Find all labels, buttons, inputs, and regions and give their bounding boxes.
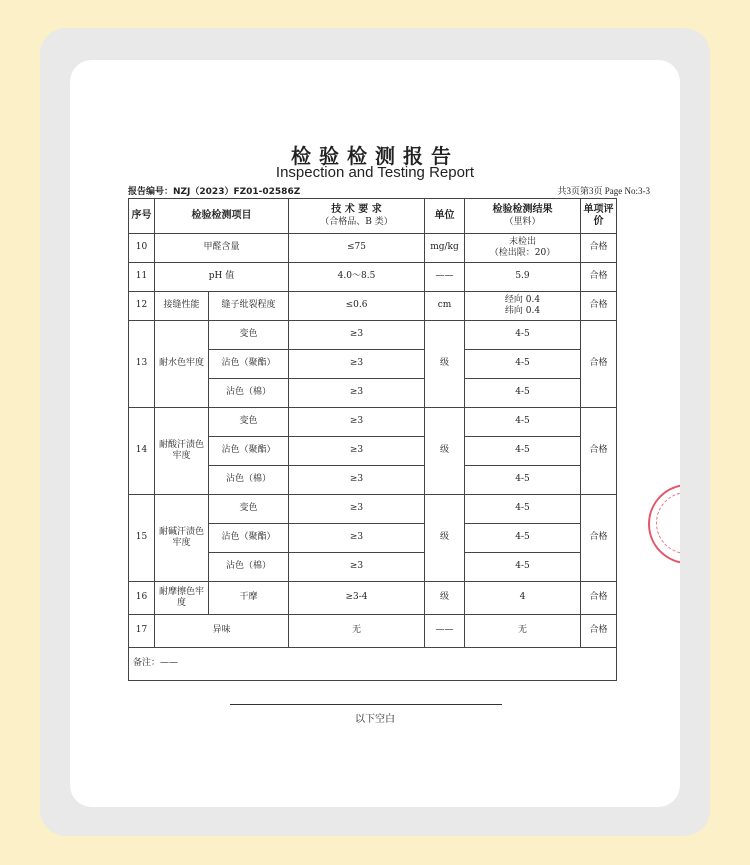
row-number: 13: [129, 321, 155, 408]
row-evaluation: 合格: [581, 292, 617, 321]
table-row: [129, 582, 617, 615]
row-requirement: 4.0～8.5: [289, 263, 425, 292]
row-result: 4-5: [465, 379, 581, 408]
row-result: 4-5: [465, 437, 581, 466]
row-evaluation: 合格: [581, 321, 617, 408]
header-req-sub: （合格品、B 类）: [320, 216, 393, 227]
row-result: 4-5: [465, 350, 581, 379]
row-item: 沾色（棉）: [209, 553, 289, 582]
report-title-en: Inspection and Testing Report: [275, 164, 475, 181]
row-requirement: ≥3: [289, 437, 425, 466]
row-item: 异味: [155, 615, 289, 648]
row-unit: 级: [425, 582, 465, 615]
official-seal-stamp: [648, 484, 680, 564]
row-group: 耐碱汗渍色牢度: [155, 495, 209, 582]
end-of-report-text: 以下空白: [355, 714, 395, 725]
header-eval: 单项评价: [581, 199, 617, 234]
row-group: 耐酸汗渍色牢度: [155, 408, 209, 495]
row-requirement: ≥3-4: [289, 582, 425, 615]
row-requirement: ≥3: [289, 321, 425, 350]
row-result-weft: 纬向 0.4: [504, 306, 541, 316]
row-item: 变色: [209, 408, 289, 437]
row-result: 4-5: [465, 553, 581, 582]
table-row: [129, 408, 617, 437]
row-unit: ——: [425, 615, 465, 648]
row-requirement: ≥3: [289, 553, 425, 582]
row-item: 变色: [209, 495, 289, 524]
row-evaluation: 合格: [581, 615, 617, 648]
table-header-row: [129, 199, 617, 234]
row-number: 15: [129, 495, 155, 582]
row-requirement: ≥3: [289, 408, 425, 437]
page-info: 共3页第3页 Page No:3-3: [557, 186, 650, 196]
row-item: 沾色（聚酯）: [209, 437, 289, 466]
row-result: 5.9: [465, 263, 581, 292]
row-item: 沾色（棉）: [209, 379, 289, 408]
header-result: [465, 199, 581, 234]
row-result-note: （检出限：20）: [489, 248, 556, 258]
row-unit: 级: [425, 321, 465, 408]
report-title-cn: 检验检测报告: [291, 144, 459, 168]
row-number: 10: [129, 234, 155, 263]
header-result-label: 检验检测结果: [492, 204, 553, 216]
row-result: 无: [465, 615, 581, 648]
header-seq: 序号: [129, 199, 155, 234]
row-group: 耐水色牢度: [155, 321, 209, 408]
row-item: 缝子纰裂程度: [209, 292, 289, 321]
row-requirement: ≤75: [289, 234, 425, 263]
seal-inner-ring: [656, 492, 680, 554]
results-table: [128, 198, 617, 681]
row-evaluation: 合格: [581, 582, 617, 615]
row-item: 干摩: [209, 582, 289, 615]
row-result: 4-5: [465, 495, 581, 524]
row-result: 4-5: [465, 524, 581, 553]
table-row: [129, 292, 617, 321]
row-evaluation: 合格: [581, 408, 617, 495]
header-item: 检验检测项目: [155, 199, 289, 234]
row-result: [465, 234, 581, 263]
end-divider: [230, 704, 502, 705]
row-requirement: ≥3: [289, 379, 425, 408]
row-group: 耐摩擦色牢度: [155, 582, 209, 615]
report-page: [70, 60, 680, 807]
row-unit: mg/kg: [425, 234, 465, 263]
header-requirement: [289, 199, 425, 234]
row-result: 4-5: [465, 321, 581, 350]
row-result: 4: [465, 582, 581, 615]
row-unit: ——: [425, 263, 465, 292]
row-evaluation: 合格: [581, 495, 617, 582]
row-item: 甲醛含量: [155, 234, 289, 263]
row-number: 16: [129, 582, 155, 615]
row-result-value: 未检出: [508, 236, 536, 247]
row-requirement: ≥3: [289, 466, 425, 495]
row-number: 17: [129, 615, 155, 648]
table-row: [129, 615, 617, 648]
table-row: [129, 495, 617, 524]
row-item: pH 值: [155, 263, 289, 292]
header-unit: 单位: [425, 199, 465, 234]
row-requirement: ≥3: [289, 495, 425, 524]
table-row: [129, 321, 617, 350]
header-result-sub: （里料）: [504, 216, 541, 227]
row-requirement: ≥3: [289, 350, 425, 379]
report-number: 报告编号：NZJ（2023）FZ01-02586Z: [128, 187, 301, 197]
row-item: 沾色（聚酯）: [209, 524, 289, 553]
row-unit: 级: [425, 408, 465, 495]
row-item: 变色: [209, 321, 289, 350]
row-result-warp: 经向 0.4: [504, 294, 541, 305]
row-number: 11: [129, 263, 155, 292]
row-item: 沾色（聚酯）: [209, 350, 289, 379]
row-group: 接缝性能: [155, 292, 209, 321]
row-unit: cm: [425, 292, 465, 321]
row-requirement: ≥3: [289, 524, 425, 553]
row-result: [465, 292, 581, 321]
row-result: 4-5: [465, 466, 581, 495]
row-result: 4-5: [465, 408, 581, 437]
table-row: [129, 263, 617, 292]
header-req-label: 技 术 要 求: [331, 204, 382, 216]
row-evaluation: 合格: [581, 263, 617, 292]
remark-text: 备注：——: [129, 648, 617, 681]
row-item: 沾色（棉）: [209, 466, 289, 495]
row-evaluation: 合格: [581, 234, 617, 263]
row-requirement: ≤0.6: [289, 292, 425, 321]
table-row: [129, 234, 617, 263]
remark-row: [129, 648, 617, 681]
row-requirement: 无: [289, 615, 425, 648]
row-number: 14: [129, 408, 155, 495]
row-number: 12: [129, 292, 155, 321]
row-unit: 级: [425, 495, 465, 582]
